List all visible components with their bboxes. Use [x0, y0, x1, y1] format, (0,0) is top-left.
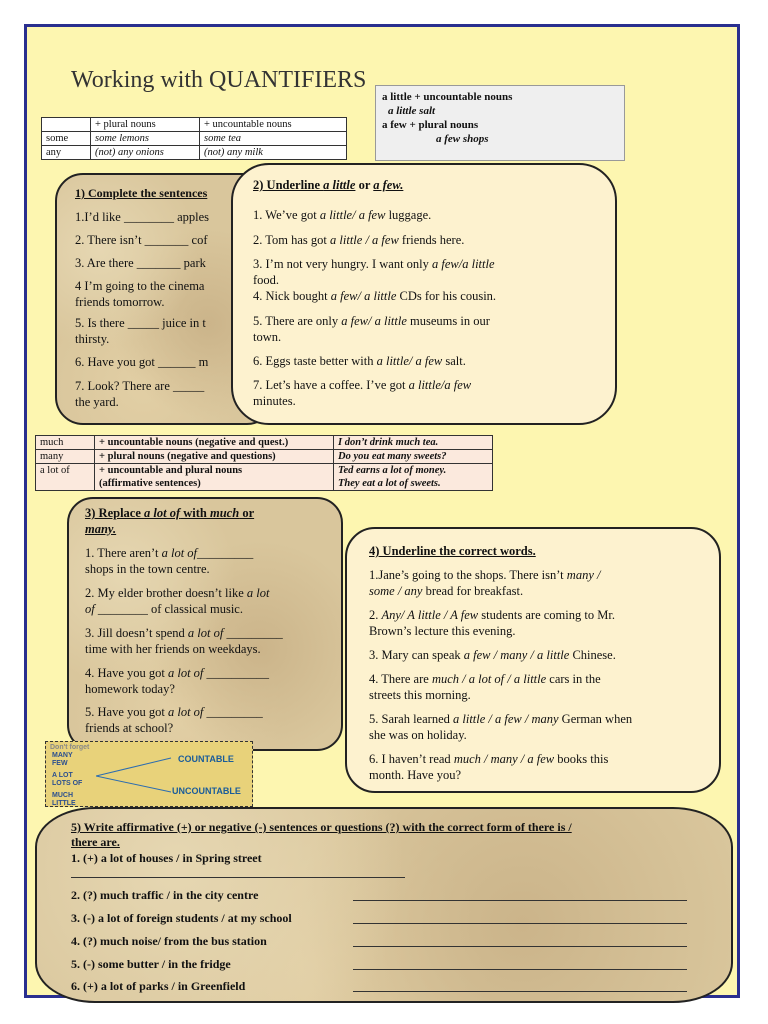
table-cell: a lot of: [36, 464, 95, 478]
table-cell: Ted earns a lot of money.: [334, 464, 493, 478]
exercise-item: 5. (-) some butter / in the fridge: [71, 957, 231, 971]
exercise-5-heading: 5) Write affirmative (+) or negative (-) sentences or questions (?) with the correct form of there is /: [71, 820, 572, 834]
table-cell: some: [42, 132, 91, 146]
answer-line[interactable]: [353, 991, 687, 992]
exercise-5-heading-cont: there are.: [71, 835, 120, 849]
table-cell: many: [36, 450, 95, 464]
table-cell: some tea: [200, 132, 347, 146]
page-title: Working with QUANTIFIERS: [71, 67, 367, 93]
exercise-2-heading: [253, 177, 403, 193]
exercise-line: 3. Jill doesn’t spend a lot of _________: [85, 626, 283, 640]
exercise-3-box: [67, 497, 343, 751]
heading-text: or: [355, 178, 374, 192]
mini-text: UNCOUNTABLE: [172, 786, 241, 796]
table-cell: (not) any milk: [200, 146, 347, 160]
exercise-line: 6. Eggs taste better with a little/ a few salt.: [253, 354, 466, 368]
table-row: [36, 436, 493, 450]
table-cell: Do you eat many sweets?: [334, 450, 493, 464]
exercise-5-box: [35, 807, 733, 1003]
exercise-line: 2. Tom has got a little / a few friends here.: [253, 233, 465, 247]
table-row: [42, 118, 347, 132]
mini-text: FEW: [52, 760, 68, 767]
exercise-line: minutes.: [253, 394, 296, 408]
rule-example: a few shops: [436, 133, 489, 145]
exercise-line: 6. I haven’t read much / many / a few books this: [369, 752, 609, 766]
countable-uncountable-graphic: [45, 741, 253, 807]
exercise-item: 4. (?) much noise/ from the bus station: [71, 934, 267, 948]
mini-text: LITTLE: [52, 800, 76, 807]
exercise-line: 5. There are only a few/ a little museums in our: [253, 314, 490, 328]
exercise-line: streets this morning.: [369, 688, 471, 702]
table-cell: any: [42, 146, 91, 160]
exercise-line: 1. There aren’t a lot of_________: [85, 546, 254, 560]
exercise-3-heading-cont: many.: [85, 522, 117, 536]
exercise-line: shops in the town centre.: [85, 562, 210, 576]
exercise-3-heading: 3) Replace a lot of with much or: [85, 506, 255, 520]
exercise-line: food.: [253, 273, 280, 287]
exercise-line: 5. Is there _____ juice in t: [75, 316, 206, 330]
exercise-line: 4 I’m going to the cinema: [75, 279, 205, 293]
table-row: [36, 450, 493, 464]
table-cell: + plural nouns (negative and questions): [95, 450, 334, 464]
table-cell: + uncountable nouns (negative and quest.): [95, 436, 334, 450]
rule-line: a few + plural nouns: [382, 119, 479, 131]
exercise-4-heading: 4) Underline the correct words.: [369, 544, 536, 558]
table-cell: [42, 118, 91, 132]
exercise-line: 5. Sarah learned a little / a few / many German when: [369, 712, 633, 726]
exercise-line: 2. There isn’t _______ cof: [75, 233, 208, 247]
rule-line: a little + uncountable nouns: [382, 91, 513, 103]
exercise-line: month. Have you?: [369, 768, 461, 782]
exercise-line: friends tomorrow.: [75, 295, 165, 309]
exercise-line: 3. Mary can speak a few / many / a little Chinese.: [369, 648, 616, 662]
table-cell: They eat a lot of sweets.: [334, 477, 493, 491]
mini-text: Don't forget: [50, 744, 90, 751]
worksheet-page: [24, 24, 740, 998]
much-many-alot-table: [35, 435, 493, 491]
table-cell: [36, 477, 95, 491]
exercise-line: town.: [253, 330, 282, 344]
heading-text: 2) Underline: [253, 178, 324, 192]
exercise-line: the yard.: [75, 395, 119, 409]
exercise-line: 7. Let’s have a coffee. I’ve got a little/a few: [253, 378, 472, 392]
mini-text: LOTS OF: [52, 780, 83, 787]
table-row: [36, 477, 493, 491]
exercise-4-box: [345, 527, 721, 793]
exercise-line: 4. Have you got a lot of __________: [85, 666, 270, 680]
exercise-item: 6. (+) a lot of parks / in Greenfield: [71, 979, 246, 993]
exercise-line: 5. Have you got a lot of _________: [85, 705, 263, 719]
exercise-line: 6. Have you got ______ m: [75, 355, 209, 369]
exercise-line: Brown’s lecture this evening.: [369, 624, 516, 638]
exercise-line: 1.I’d like ________ apples: [75, 210, 210, 224]
mini-text: MANY: [52, 752, 73, 759]
mini-text: A LOT: [52, 772, 73, 779]
mini-text: MUCH: [52, 792, 73, 799]
exercise-line: time with her friends on weekdays.: [85, 642, 261, 656]
table-cell: + uncountable nouns: [200, 118, 347, 132]
exercise-item: 1. (+) a lot of houses / in Spring street: [71, 851, 262, 865]
table-cell: (not) any onions: [91, 146, 200, 160]
heading-text: a little: [323, 178, 356, 192]
answer-line[interactable]: [353, 946, 687, 947]
exercise-line: 2. My elder brother doesn’t like a lot: [85, 586, 270, 600]
table-row: [42, 146, 347, 160]
arrows-icon: [96, 752, 176, 802]
table-cell: + plural nouns: [91, 118, 200, 132]
answer-line[interactable]: [71, 877, 405, 878]
exercise-2-box: [231, 163, 617, 425]
table-cell: I don’t drink much tea.: [334, 436, 493, 450]
exercise-line: 4. There are much / a lot of / a little cars in the: [369, 672, 601, 686]
exercise-1-heading: 1) Complete the sentences: [75, 186, 208, 200]
table-cell: (affirmative sentences): [95, 477, 334, 491]
exercise-line: 7. Look? There are _____: [75, 379, 205, 393]
table-row: [42, 132, 347, 146]
exercise-item: 3. (-) a lot of foreign students / at my school: [71, 911, 292, 925]
some-any-table: [41, 117, 347, 160]
answer-line[interactable]: [353, 969, 687, 970]
table-row: [36, 464, 493, 478]
table-cell: + uncountable and plural nouns: [95, 464, 334, 478]
rule-box-a-little-a-few: [375, 85, 625, 161]
exercise-line: 3. Are there _______ park: [75, 256, 206, 270]
exercise-line: friends at school?: [85, 721, 174, 735]
exercise-line: some / any bread for breakfast.: [369, 584, 524, 598]
heading-text: a few.: [373, 178, 404, 192]
exercise-line: homework today?: [85, 682, 175, 696]
rule-example: a little salt: [388, 105, 436, 117]
answer-line[interactable]: [353, 923, 687, 924]
exercise-line: 1.Jane’s going to the shops. There isn’t many /: [369, 568, 601, 582]
exercise-line: 1. We’ve got a little/ a few luggage.: [253, 208, 432, 222]
exercise-line: 2. Any/ A little / A few students are coming to Mr.: [369, 608, 615, 622]
exercise-line: of ________ of classical music.: [85, 602, 243, 616]
exercise-line: she was on holiday.: [369, 728, 467, 742]
exercise-line: thirsty.: [75, 332, 110, 346]
exercise-line: 4. Nick bought a few/ a little CDs for his cousin.: [253, 289, 497, 303]
exercise-item: 2. (?) much traffic / in the city centre: [71, 888, 259, 902]
answer-line[interactable]: [353, 900, 687, 901]
table-cell: some lemons: [91, 132, 200, 146]
exercise-line: 3. I’m not very hungry. I want only a few/a little: [253, 257, 495, 271]
table-cell: much: [36, 436, 95, 450]
mini-text: COUNTABLE: [178, 754, 234, 764]
